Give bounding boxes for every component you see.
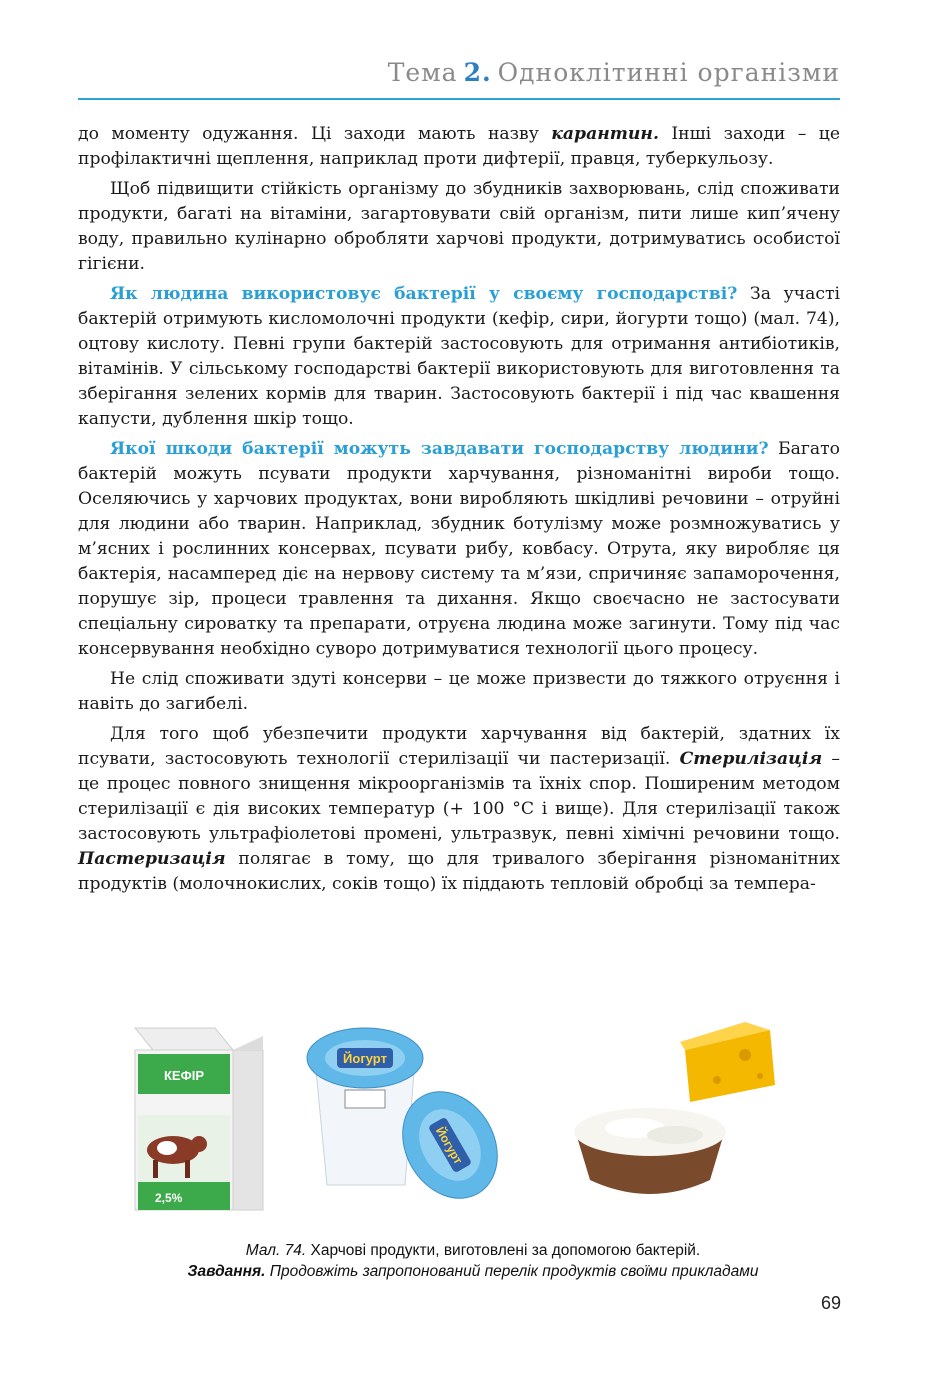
paragraph-resistance: Щоб підвищити стійкість організму до збудників захворювань, слід споживати продукти, багаті на вітаміни, загартовувати свій організм, пити лише кип’ячену воду, правильно кулінарно обробляти харчові продукти, дотримуватись особистої гігієни. [78,179,840,274]
term-quarantine: карантин. [551,124,659,144]
cheese-wedge-image [680,1022,775,1102]
page-header [78,52,840,100]
cottage-cheese-bowl-image [574,1108,726,1194]
question-bacteria-use: Як людина використовує бактерії у своєму господарстві? [110,284,738,304]
text-run: Для того щоб убезпечити продукти харчування від бактерій, здатних їх псувати, застосовують технології стерилізації чи пастеризації. [78,724,840,769]
text-run: Інші заходи – це профілактичні щеплення, наприклад проти дифтерії, правця, туберкульозу. [78,124,841,169]
question-bacteria-harm: Якої шкоди бактерії можуть завдавати господарству людини? [110,439,769,459]
paragraph-quarantine [78,122,840,172]
term-pasteurization: Пастеризація [78,849,226,869]
page-number: 69 [820,1293,841,1313]
yogurt-label-second: Йогурт [432,1124,466,1167]
topic-word: Тема [387,58,458,87]
task-text: Продовжіть запропонований перелік продуктів своїми прикладами [265,1263,759,1280]
paragraph-bacteria-harm [78,437,840,662]
topic-title: Одноклітинні організми [497,58,840,87]
paragraph-bacteria-use [78,282,840,432]
kefir-fat-label: 2,5% [155,1191,183,1205]
task-label: Завдання. [187,1263,266,1280]
topic-number: 2. [463,58,492,87]
paragraph-sterilization [78,722,840,897]
main-text [78,122,840,902]
yogurt-label: Йогурт [343,1051,387,1066]
text-run: Багато бактерій можуть псувати продукти харчування, різноманітні вироби тощо. Оселяючись у харчових продуктах, вони виробляють шкідливі речовини – отруйні для людини або тварин. Наприклад, збудник ботулізму може розмножуватись у м’ясних і рослинних консервах, псувати рибу, ковбасу. Отрута, яку виробляє ця бактерія, насамперед діє на нервову систему та м’язи, спричиняє запаморочення, порушує зір, процеси травлення та дихання. Якщо своєчасно не застосувати спеціальну сироватку та препарати, отруєна людина може загинути. Тому під час консервування необхідно суворо дотримуватися технології цього процесу. [78,439,840,659]
text-run: до моменту одужання. Ці заходи мають назву [78,124,552,144]
caption-line [78,1240,868,1261]
term-sterilization: Стерилізація [679,749,823,769]
task-line [78,1261,868,1282]
caption-text: Харчові продукти, виготовлені за допомогою бактерій. [306,1242,701,1259]
yogurt-cups-image [307,1028,516,1215]
figure-caption [78,1240,868,1282]
caption-figure-ref: Мал. 74. [245,1242,307,1259]
text-run: – це процес повного знищення мікроорганізмів та їхніх спор. Поширеним методом стерилізації є дія високих температур (+ 100 °С і вище). Для стерилізації також застосовують ультрафіолетові промені, ультразвук, певні хімічні речовини тощо. [78,749,840,844]
paragraph-canned-food: Не слід споживати здуті консерви – це може призвести до тяжкого отруєння і навіть до загибелі. [78,669,840,714]
figure-food-products [105,1010,825,1235]
topic-heading [388,58,840,87]
kefir-carton-image [135,1028,263,1210]
text-run: За участі бактерій отримують кисломолочні продукти (кефір, сири, йогурти тощо) (мал. 74), оцтову кислоту. Певні групи бактерій застосовують для отримання антибіотиків, вітамінів. У сільському господарстві бактерії використовують для виготовлення та зберігання зелених кормів для тварин. Застосовують бактерії і під час квашення капусти, дублення шкір тощо. [78,284,840,429]
text-run: полягає в тому, що для тривалого зберігання різноманітних продуктів (молочнокислих, соків тощо) їх піддають тепловій обробці за темпера- [78,849,840,894]
kefir-label: КЕФІР [164,1068,204,1083]
